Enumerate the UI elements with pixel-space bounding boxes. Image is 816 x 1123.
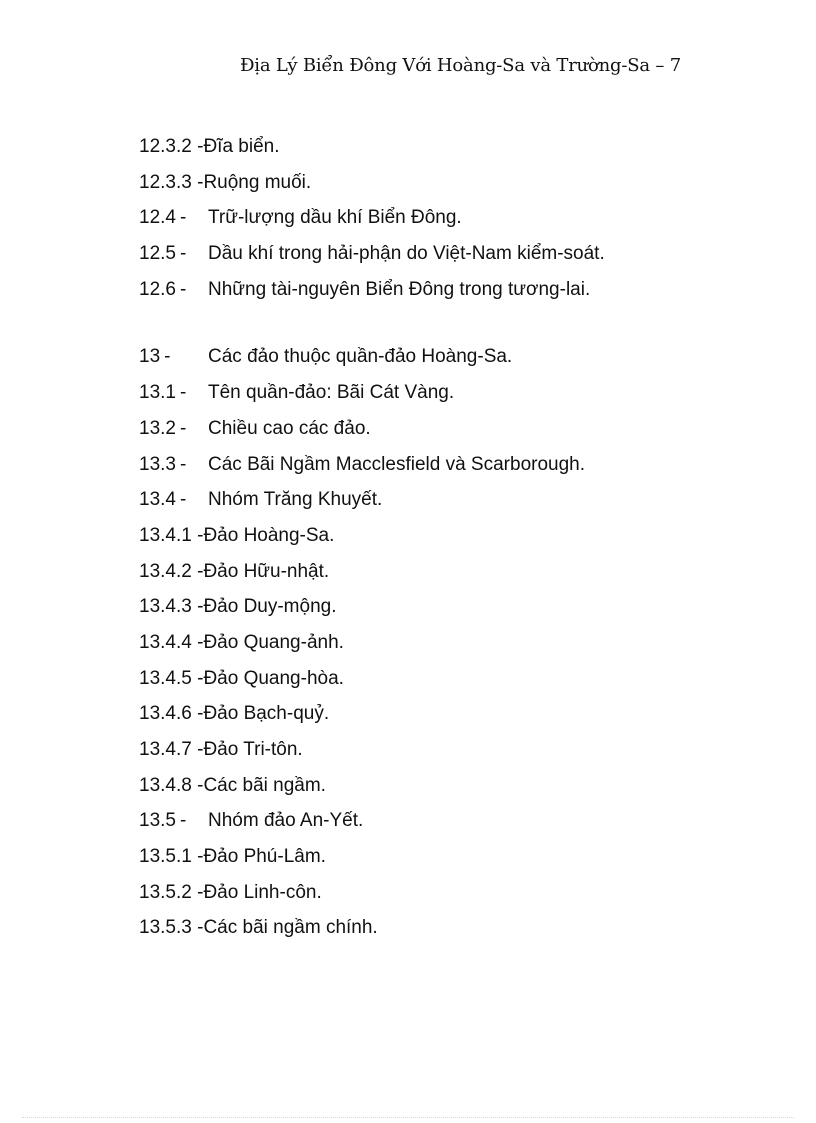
toc-entry-number: 13.4.7 - xyxy=(139,739,204,760)
toc-entry-title: Những tài-nguyên Biển Đông trong tương-lai. xyxy=(208,278,591,300)
toc-entry-number: 13.4.3 - xyxy=(139,596,204,618)
toc-entry-title: Đảo Hữu-nhật. xyxy=(203,560,330,582)
toc-entry xyxy=(139,415,759,451)
toc-entry-number: 13.2 - xyxy=(139,417,187,439)
toc-entry-number: 13.5.2 - xyxy=(139,881,204,903)
toc-entry xyxy=(139,629,759,665)
toc-entry-number: 13.1 - xyxy=(139,382,187,404)
toc-entry-title: Đảo Tri-tôn. xyxy=(203,739,303,760)
toc-entry-title: Đảo Bạch-quỷ. xyxy=(203,703,330,725)
toc-entry-number: 12.4 - xyxy=(139,207,187,229)
toc-entry-title: Đảo Linh-côn. xyxy=(203,881,322,903)
toc-entry-number: 13.5.3 - xyxy=(139,917,204,939)
toc-entry xyxy=(139,843,759,879)
toc-entry-title: Các bãi ngầm chính. xyxy=(203,917,378,939)
toc-entry-number: 13.4 - xyxy=(139,489,187,511)
toc-entry-number: 13.4.2 - xyxy=(139,560,204,582)
toc-entry-number: 13.4.8 - xyxy=(139,774,204,796)
toc-entry xyxy=(139,133,759,169)
toc-entry xyxy=(139,379,759,415)
toc-entry xyxy=(139,204,759,240)
page-bottom-rule xyxy=(22,1117,794,1118)
toc-entry xyxy=(139,700,759,736)
toc-entry xyxy=(139,879,759,915)
toc-entry xyxy=(139,522,759,558)
toc-entry-title: Đĩa biển. xyxy=(203,136,280,157)
toc-entry-number: 13.3 - xyxy=(139,453,187,475)
toc-entry xyxy=(139,558,759,594)
toc-entry-title: Đảo Hoàng-Sa. xyxy=(203,524,335,546)
toc-entry-number: 13.5 - xyxy=(139,810,187,832)
toc-entry-title: Tên quần-đảo: Bãi Cát Vàng. xyxy=(208,382,455,404)
toc-entry-title: Chiều cao các đảo. xyxy=(208,417,371,439)
toc-entry xyxy=(139,486,759,522)
toc-entry xyxy=(139,736,759,772)
toc-entry-title: Các đảo thuộc quần-đảo Hoàng-Sa. xyxy=(208,346,513,368)
toc-entry xyxy=(139,807,759,843)
toc-entry-number: 13.5.1 - xyxy=(139,846,204,868)
toc-entry-title: Đảo Phú-Lâm. xyxy=(203,846,326,868)
toc-entry-number: 13.4.1 - xyxy=(139,524,204,546)
toc-entry xyxy=(139,451,759,487)
toc-entry-title: Đảo Quang-hòa. xyxy=(203,667,344,689)
toc-entry-number: 12.5 - xyxy=(139,243,187,265)
toc-entry xyxy=(139,240,759,276)
toc-entry xyxy=(139,772,759,808)
toc-entry-title: Nhóm Trăng Khuyết. xyxy=(208,489,383,511)
toc-entry-title: Ruộng muối. xyxy=(203,171,312,193)
toc-entry-number: 12.3.3 - xyxy=(139,171,204,193)
toc-entry-title: Các bãi ngầm. xyxy=(203,774,326,796)
toc-entry xyxy=(139,914,759,950)
toc-entry xyxy=(139,276,759,312)
toc-entry-number: 13 - xyxy=(139,346,171,368)
toc-entry-number: 13.4.4 - xyxy=(139,631,204,653)
toc-entry-title: Trữ-lượng dầu khí Biển Đông. xyxy=(208,207,462,229)
toc-entry-number: 13.4.6 - xyxy=(139,703,204,725)
running-header: Địa Lý Biển Đông Với Hoàng-Sa và Trường-Sa – 7 xyxy=(239,55,681,76)
toc-entry xyxy=(139,593,759,629)
table-of-contents xyxy=(139,133,759,950)
toc-entry-number: 12.3.2 - xyxy=(139,136,204,157)
toc-entry xyxy=(139,665,759,701)
toc-entry-title: Đảo Quang-ảnh. xyxy=(203,631,344,653)
toc-entry xyxy=(139,169,759,205)
toc-entry-number: 12.6 - xyxy=(139,278,187,300)
toc-entry-title: Đảo Duy-mộng. xyxy=(203,596,337,618)
toc-entry-title: Nhóm đảo An-Yết. xyxy=(208,810,364,832)
toc-entry xyxy=(139,343,759,379)
toc-entry-title: Các Bãi Ngầm Macclesfield và Scarborough. xyxy=(208,453,586,475)
toc-entry-number: 13.4.5 - xyxy=(139,667,204,689)
toc-entry-title: Dầu khí trong hải-phận do Việt-Nam kiểm-soát. xyxy=(208,243,605,265)
